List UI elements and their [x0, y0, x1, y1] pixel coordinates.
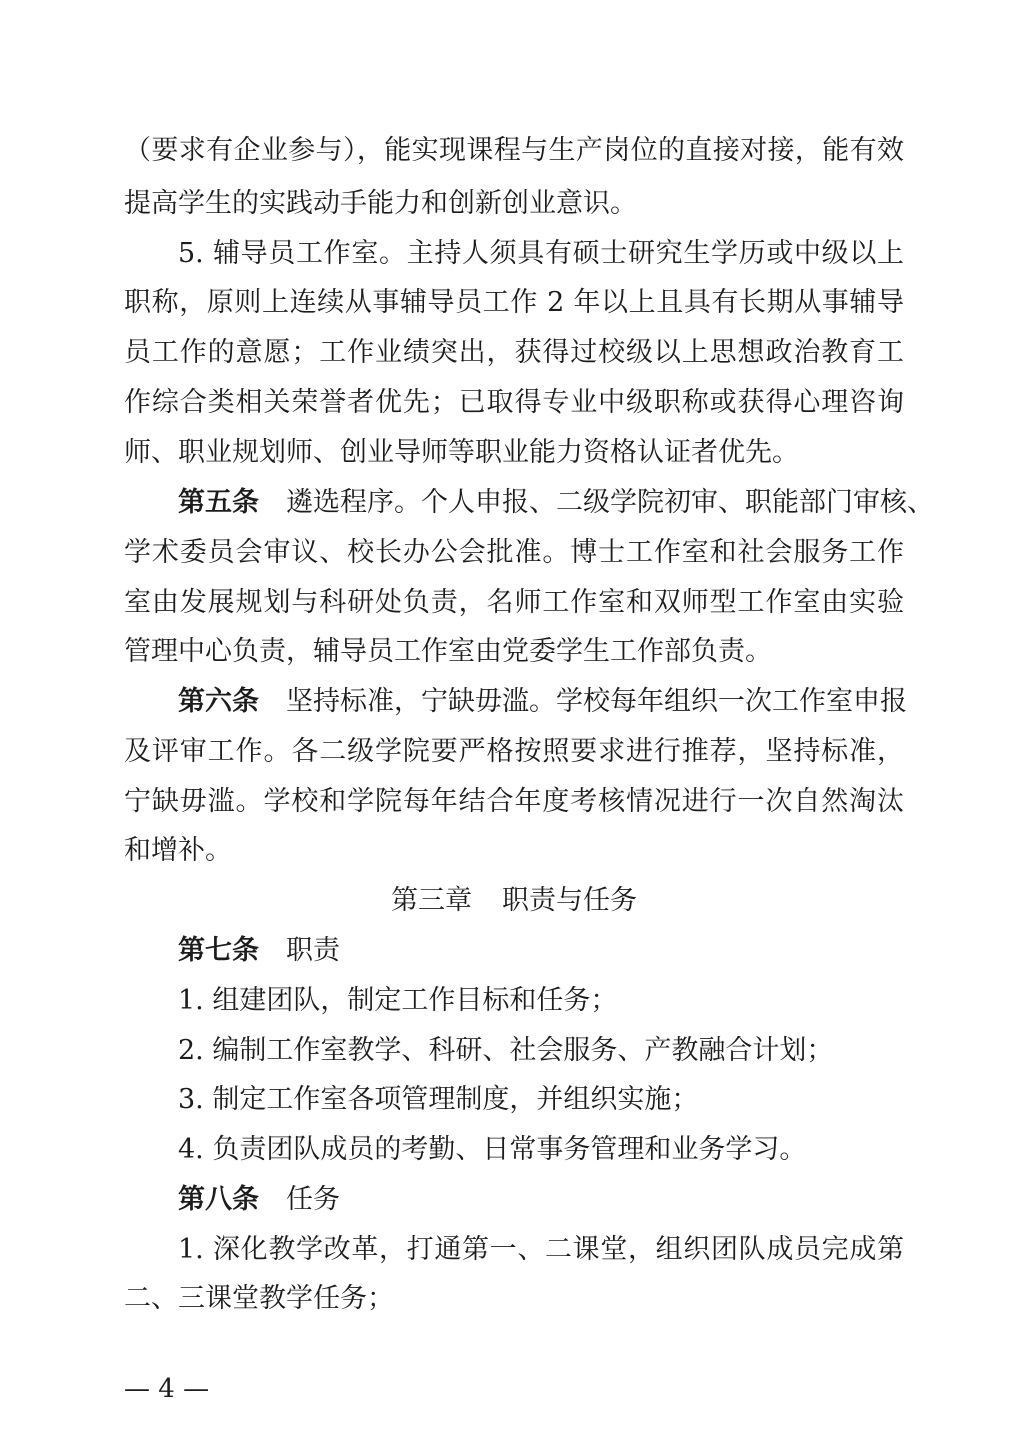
paragraph-line: 师、职业规划师、创业导师等职业能力资格认证者优先。 — [124, 437, 799, 468]
article-8-title: 任务 — [286, 1184, 340, 1215]
list-item: 1. 组建团队，制定工作目标和任务； — [178, 985, 618, 1016]
paragraph-line: （要求有企业参与），能实现课程与生产岗位的直接对接，能有效 — [124, 135, 904, 166]
chapter-heading — [124, 884, 904, 918]
article-6-first-line — [178, 685, 907, 719]
paragraph-line: 提高学生的实践动手能力和创新创业意识。 — [124, 188, 637, 219]
article-5-label: 第五条 — [178, 487, 259, 518]
article-8-label: 第八条 — [178, 1184, 259, 1215]
paragraph-line: 管理中心负责，辅导员工作室由党委学生工作部负责。 — [124, 636, 772, 667]
list-item: 3. 制定工作室各项管理制度，并组织实施； — [178, 1084, 699, 1115]
paragraph-line: 和增补。 — [124, 835, 232, 866]
article-7-heading — [178, 934, 904, 968]
paragraph-line: 员工作的意愿；工作业绩突出，获得过校级以上思想政治教育工 — [124, 337, 904, 368]
paragraph-line: 及评审工作。各二级学院要严格按照要求进行推荐，坚持标准， — [124, 736, 904, 767]
paragraph-line: 宁缺毋滥。学校和学院每年结合年度考核情况进行一次自然淘汰 — [124, 786, 904, 817]
paragraph-line: 职称，原则上连续从事辅导员工作 2 年以上且具有长期从事辅导 — [124, 287, 904, 318]
article-6-text: 坚持标准，宁缺毋滥。学校每年组织一次工作室申报 — [286, 686, 907, 717]
article-7-title: 职责 — [286, 935, 340, 966]
article-6-label: 第六条 — [178, 686, 259, 717]
list-item: 4. 负责团队成员的考勤、日常事务管理和业务学习。 — [178, 1134, 807, 1165]
chapter-title: 职责与任务 — [502, 885, 637, 916]
list-item: 2. 编制工作室教学、科研、社会服务、产教融合计划； — [178, 1035, 834, 1066]
list-item: 1. 深化教学改革，打通第一、二课堂，组织团队成员完成第 — [178, 1234, 904, 1265]
article-5-text: 遴选程序。个人申报、二级学院初审、职能部门审核、 — [286, 487, 934, 518]
article-5-first-line — [178, 486, 934, 520]
article-7-label: 第七条 — [178, 935, 259, 966]
list-item-continuation: 二、三课堂教学任务； — [124, 1283, 394, 1314]
paragraph-line: 作综合类相关荣誉者优先；已取得专业中级职称或获得心理咨询 — [124, 387, 904, 418]
article-8-heading — [178, 1183, 904, 1217]
paragraph-line: 5. 辅导员工作室。主持人须具有硕士研究生学历或中级以上 — [178, 238, 904, 269]
chapter-number: 第三章 — [391, 885, 472, 916]
paragraph-line: 室由发展规划与科研处负责，名师工作室和双师型工作室由实验 — [124, 587, 904, 618]
page-number: — 4 — — [124, 1374, 210, 1404]
paragraph-line: 学术委员会审议、校长办公会批准。博士工作室和社会服务工作 — [124, 537, 904, 568]
